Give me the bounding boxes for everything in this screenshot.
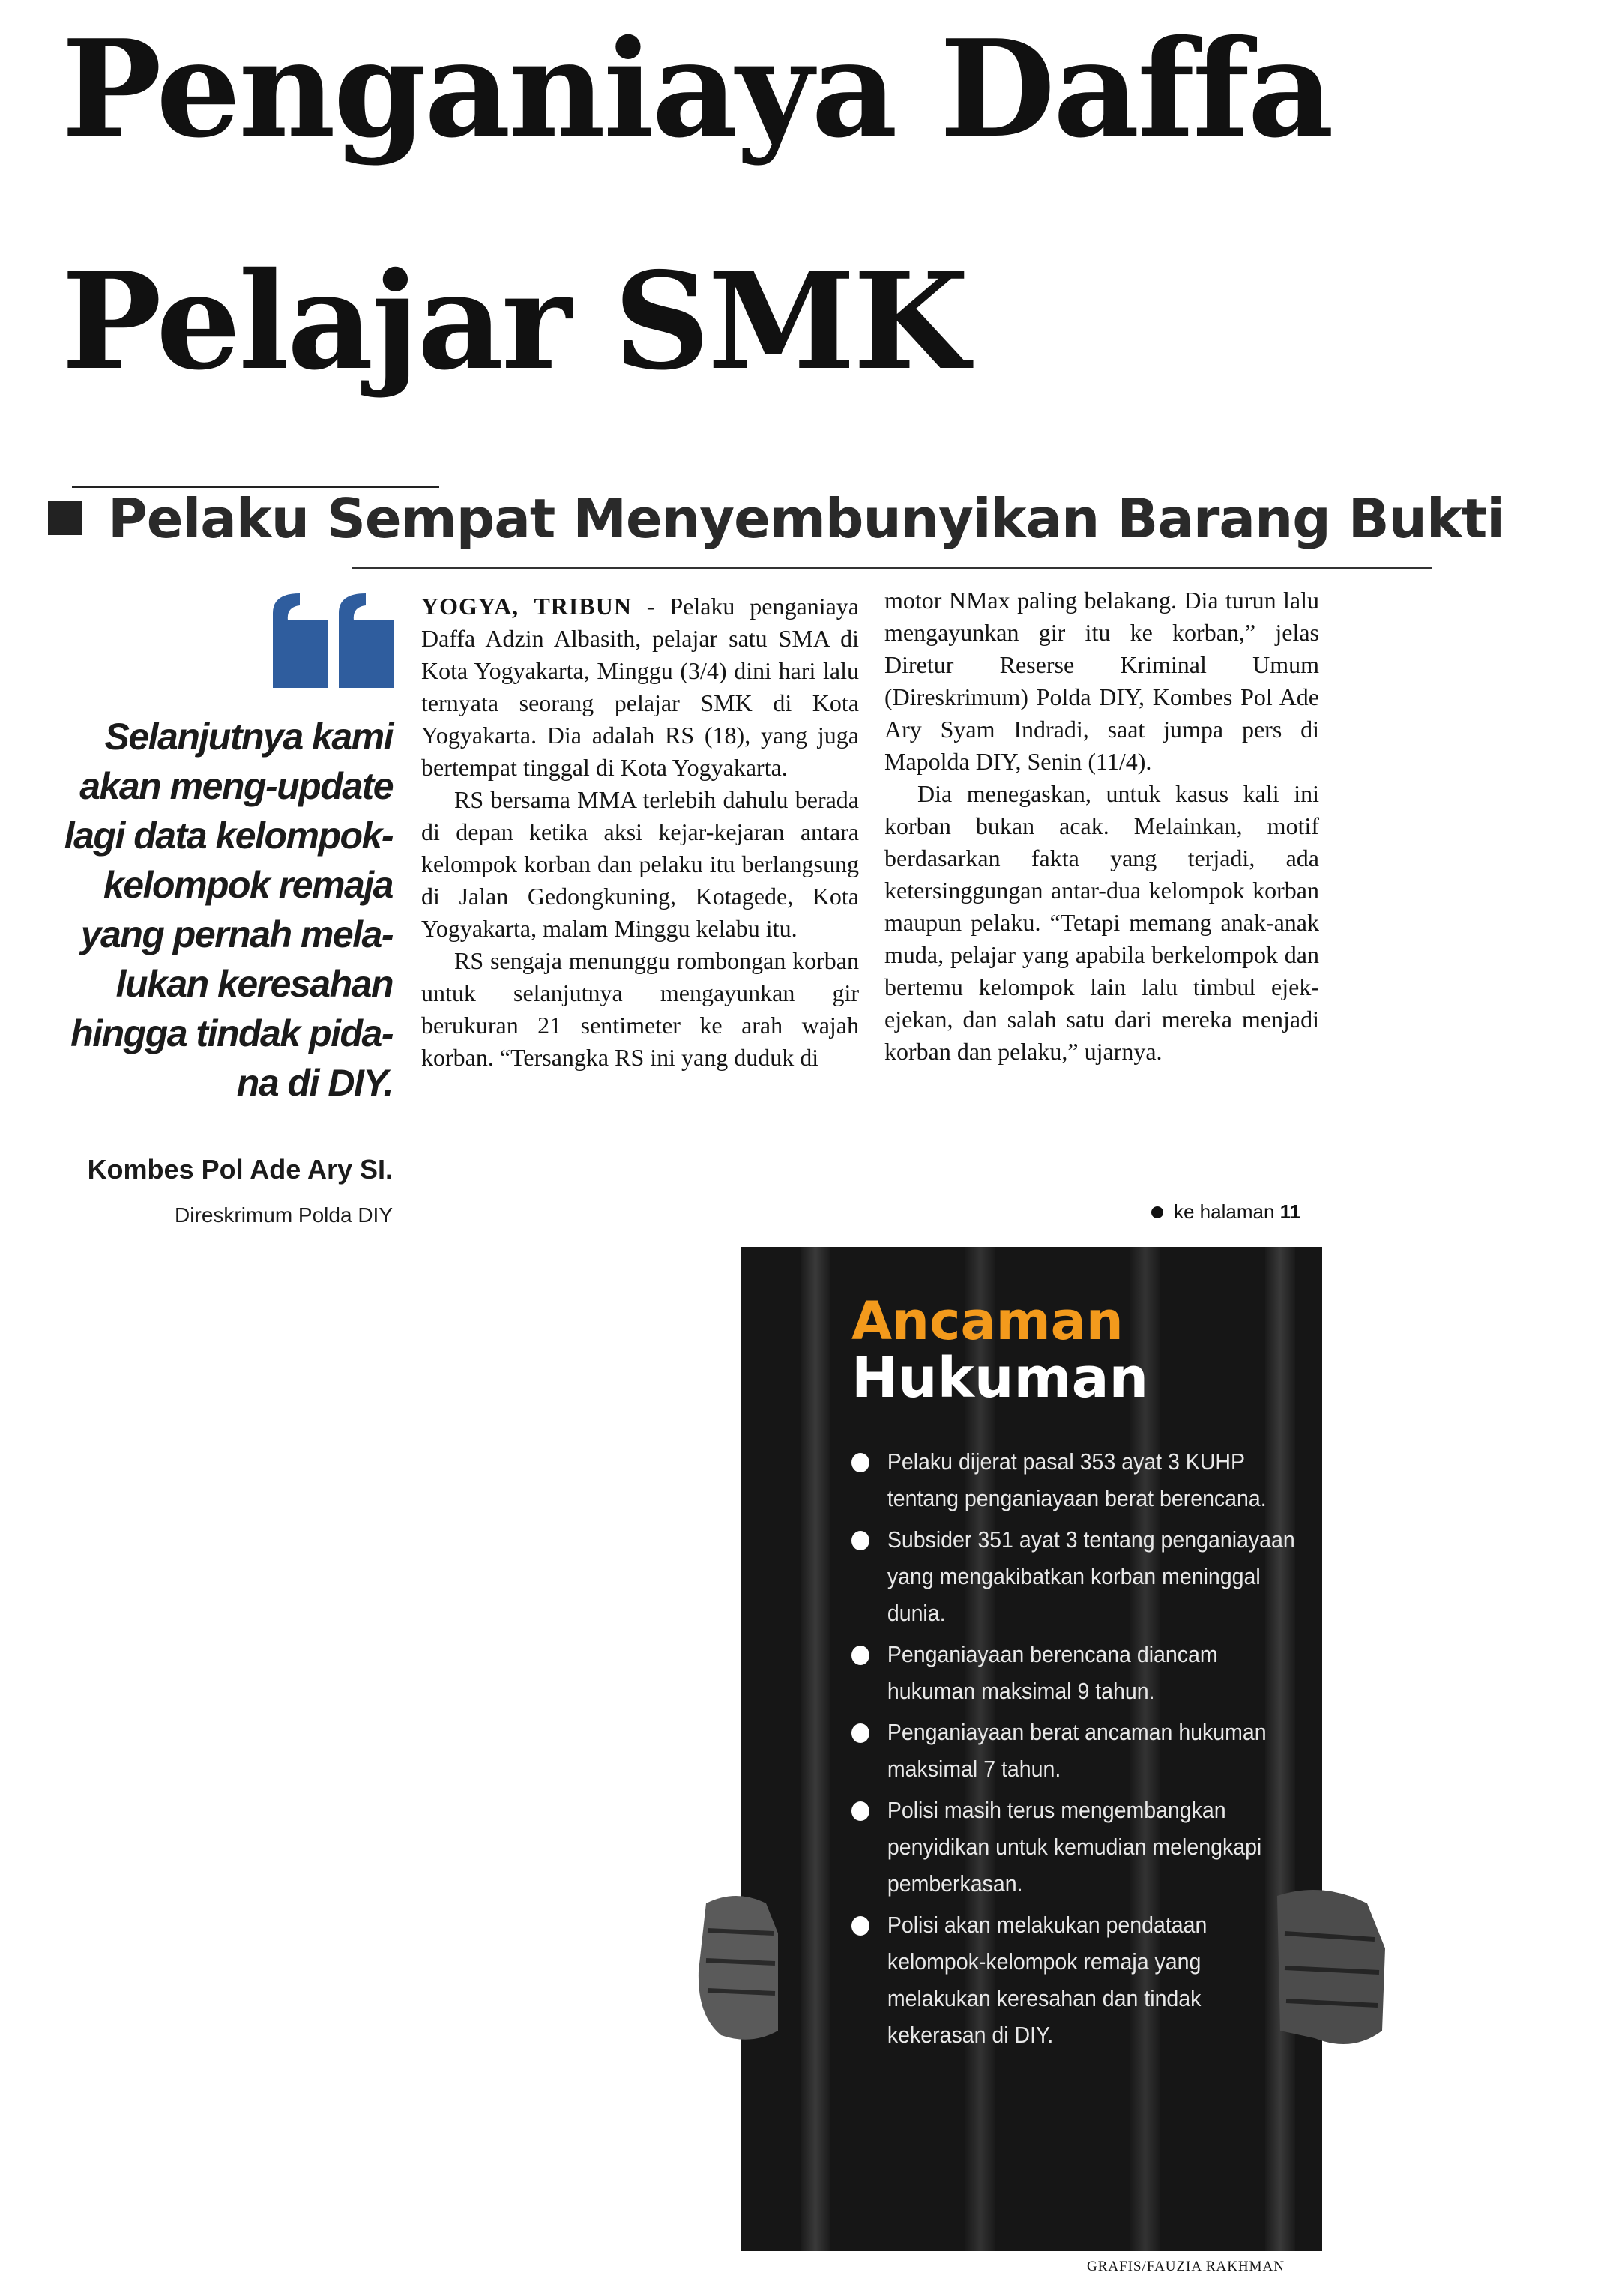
list-item — [851, 1906, 1301, 2053]
deck-text: Pelaku Sempat Menyembunyikan Barang Bukti — [108, 487, 1504, 550]
penalty-list — [851, 1443, 1295, 2058]
article-paragraph: motor NMax paling belakang. Dia turun lalu mengayunkan gir itu ke korban,” jelas Diretur Reserse Kriminal Umum (Direskrimum) Polda DIY, Kombes Pol Ade Ary Syam Indradi, saat jumpa pers di Mapolda DIY, Senin (11/4). — [884, 587, 1319, 775]
continued-on-page — [1151, 1200, 1300, 1224]
quote-attribution-role: Direskrimum Polda DIY — [175, 1203, 393, 1227]
pull-quote-line: akan meng-update — [79, 765, 393, 807]
bullet-dot-icon — [1151, 1206, 1163, 1218]
list-item-text: Pelaku dijerat pasal 353 ayat 3 KUHP tentang penganiayaan berat berencana. — [887, 1448, 1267, 1511]
list-item-text: Subsider 351 ayat 3 tentang penganiayaan yang mengakibatkan korban meninggal dunia. — [887, 1526, 1295, 1626]
jump-label: ke halaman — [1174, 1200, 1275, 1223]
headline-line-2: Pelajar SMK — [61, 243, 968, 399]
jump-page-number: 11 — [1279, 1200, 1301, 1223]
pull-quote-line: kelompok remaja — [103, 864, 393, 906]
quote-attribution-name: Kombes Pol Ade Ary SI. — [87, 1154, 393, 1185]
article-paragraph — [421, 590, 859, 784]
pull-quote — [43, 712, 393, 1108]
bullet-dot-icon — [851, 1453, 869, 1472]
pull-quote-line: yang pernah mela- — [80, 913, 393, 955]
article-column-2 — [884, 584, 1319, 1068]
dateline: YOGYA, TRIBUN — [421, 593, 632, 620]
list-item — [851, 1443, 1301, 1517]
pull-quote-line: na di DIY. — [236, 1062, 393, 1104]
graphic-credit: GRAFIS/FAUZIA RAKHMAN — [1087, 2259, 1285, 2274]
list-item — [851, 1636, 1301, 1709]
infographic-panel — [741, 1247, 1322, 2251]
pull-quote-line: lagi data kelompok- — [64, 815, 393, 857]
bullet-dot-icon — [851, 1723, 869, 1743]
headline-line-1: Penganiaya Daffa — [61, 10, 1332, 167]
bullet-dot-icon — [851, 1646, 869, 1665]
deck-rule — [352, 567, 1432, 569]
article-paragraph: Dia menegaskan, untuk kasus kali ini korban bukan acak. Melainkan, motif berdasarkan fakta yang terjadi, ada ketersinggungan antar-dua kelompok korban maupun pelaku. “Tetapi memang anak-anak muda, pelajar yang apabila berkelompok dan bertemu kelompok lain lalu timbul ejek-ejekan, dan salah satu dari mereka menjadi korban dan pelaku,” ujarnya. — [884, 780, 1319, 1065]
bullet-dot-icon — [851, 1531, 869, 1550]
article-paragraph: RS bersama MMA terlebih dahulu berada di depan ketika aksi kejar-kejaran antara kelompok korban dan pelaku itu berlangsung di Jalan Gedongkuning, Kotagede, Kota Yogyakarta, malam Minggu kelabu itu. — [421, 786, 859, 942]
infographic-title-line-1: Ancaman — [851, 1290, 1124, 1352]
pull-quote-line: lukan keresahan — [115, 963, 393, 1005]
list-item-text: Polisi masih terus mengembangkan penyidikan untuk kemudian melengkapi pemberkasan. — [887, 1797, 1262, 1897]
bullet-dot-icon — [851, 1801, 869, 1821]
infographic-title-line-2: Hukuman — [851, 1346, 1149, 1410]
right-fist-illustration — [1270, 1881, 1390, 2053]
deck-subheadline — [48, 487, 1504, 550]
bullet-dot-icon — [851, 1916, 869, 1936]
pull-quote-line: hingga tindak pida- — [70, 1012, 393, 1054]
list-item-text: Penganiayaan berencana diancam hukuman maksimal 9 tahun. — [887, 1641, 1218, 1704]
list-item-text: Penganiayaan berat ancaman hukuman maksimal 7 tahun. — [887, 1719, 1267, 1782]
list-item-text: Polisi akan melakukan pendataan kelompok-kelompok remaja yang melakukan keresahan dan tindak kekerasan di DIY. — [887, 1912, 1208, 2048]
article-paragraph: RS sengaja menunggu rombongan korban untuk selanjutnya mengayunkan gir berukuran 21 sentimeter ke arah wajah korban. “Tersangka RS ini yang duduk di — [421, 947, 859, 1071]
paragraph-text: - Pelaku penganiaya Daffa Adzin Albasith, pelajar satu SMA di Kota Yogyakarta, Minggu (3/4) dini hari lalu ternyata seorang pelajar SMK di Kota Yogyakarta. Dia adalah RS (18), yang juga bertempat tinggal di Kota Yogyakarta. — [421, 593, 860, 781]
quote-mark-icon — [270, 592, 397, 689]
list-item — [851, 1714, 1301, 1787]
article-column-1 — [421, 590, 859, 1074]
left-fist-illustration — [691, 1888, 781, 2046]
pull-quote-line: Selanjutnya kami — [104, 716, 393, 758]
square-bullet-icon — [48, 501, 82, 535]
list-item — [851, 1792, 1301, 1902]
list-item — [851, 1521, 1301, 1631]
